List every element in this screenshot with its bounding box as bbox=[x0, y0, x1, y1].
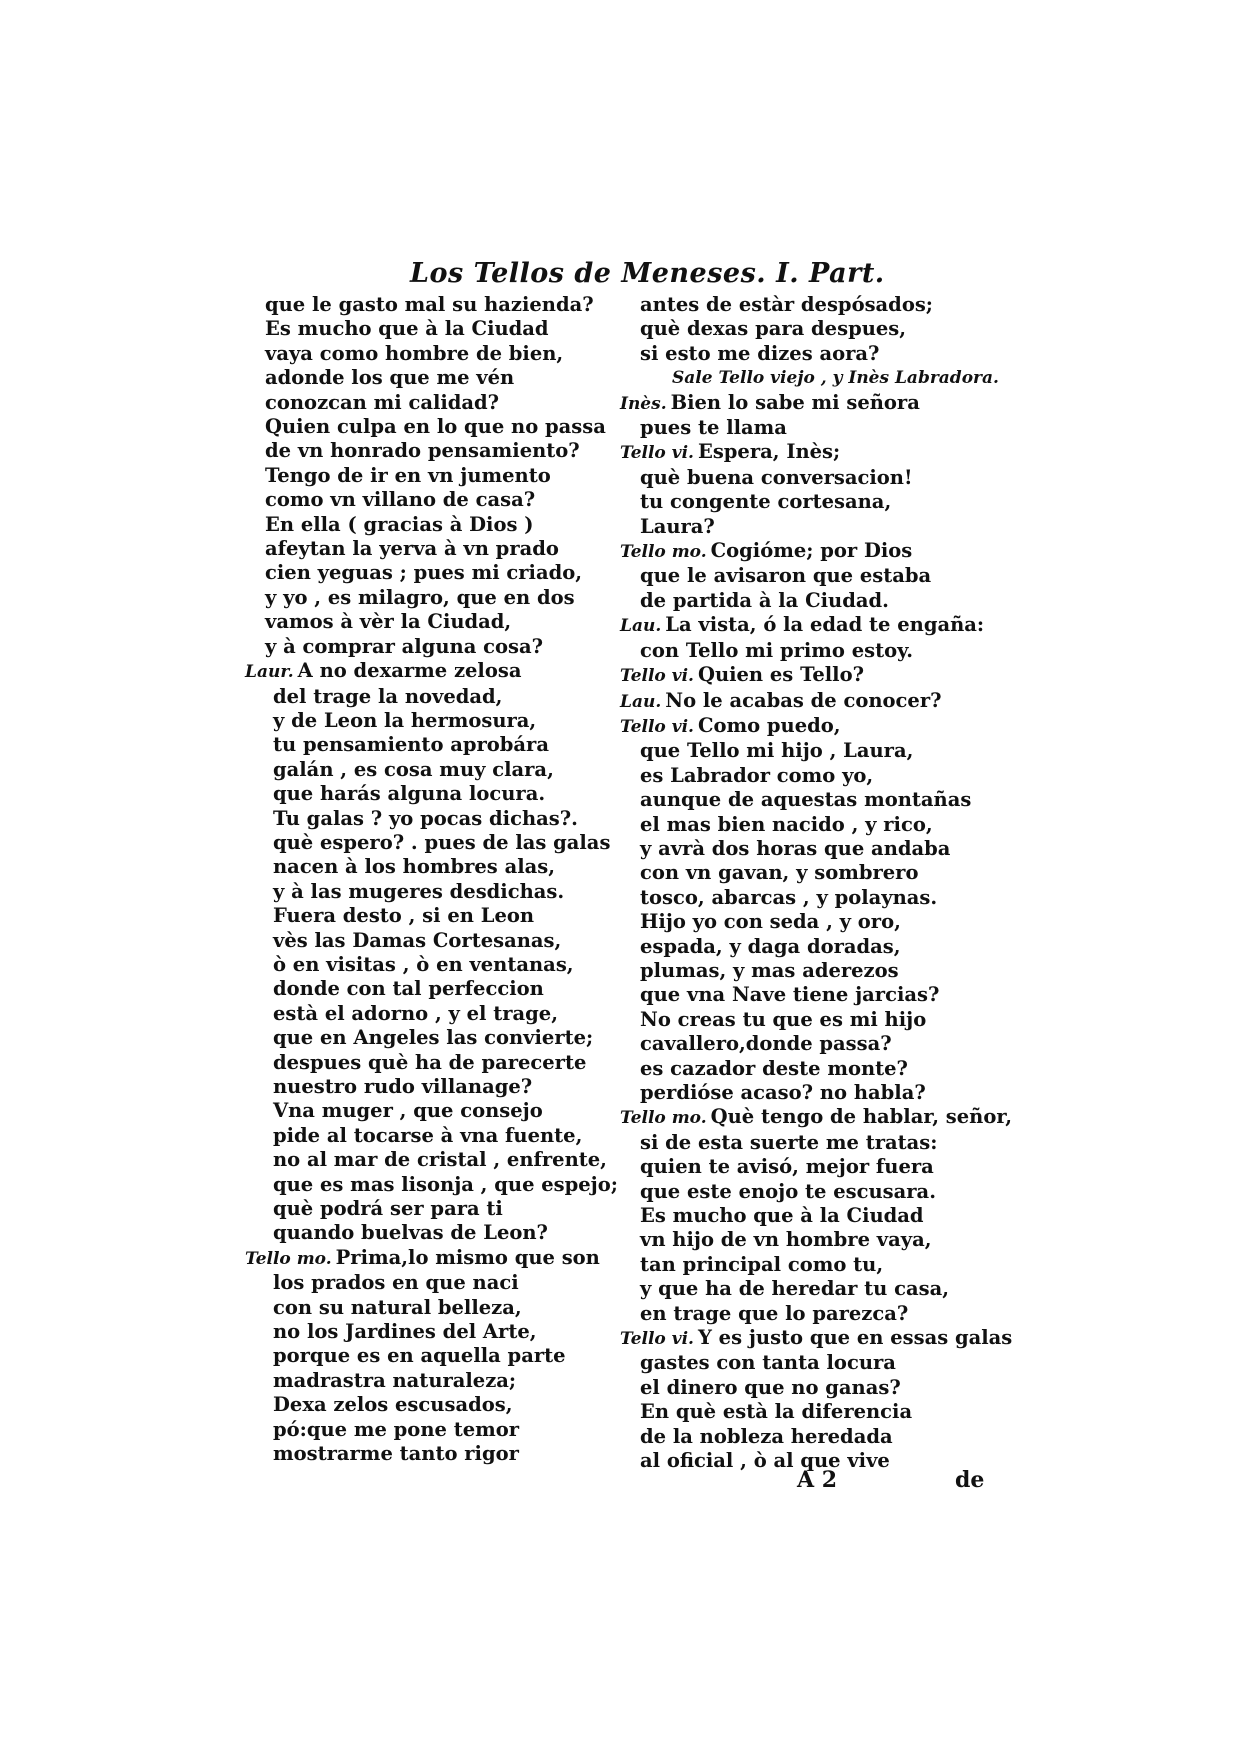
speaker-label: Tello vi. bbox=[620, 716, 694, 737]
verse-line bbox=[245, 293, 645, 317]
verse-line bbox=[620, 1253, 1020, 1277]
verse-line bbox=[245, 513, 645, 537]
verse-text: perdióse acaso? no habla? bbox=[640, 1081, 926, 1104]
verse-line bbox=[620, 813, 1020, 837]
verse-line bbox=[620, 1081, 1020, 1105]
verse-text: Hijo yo con seda , y oro, bbox=[640, 910, 901, 934]
verse-line bbox=[245, 1393, 645, 1417]
verse-text: Bien lo sabe mi señora bbox=[670, 390, 920, 414]
speaker-label: Tello mo. bbox=[620, 542, 707, 563]
verse-line bbox=[620, 564, 1020, 588]
verse-line bbox=[245, 1442, 645, 1466]
verse-line bbox=[245, 317, 645, 341]
verse-text: y de Leon la hermosura, bbox=[273, 708, 537, 732]
verse-text: Prima,lo mismo que son bbox=[335, 1245, 600, 1269]
catchword: de bbox=[955, 1467, 985, 1493]
verse-text: nuestro rudo villanage? bbox=[273, 1075, 533, 1098]
verse-line bbox=[620, 1204, 1020, 1228]
verse-text: Como puedo, bbox=[697, 713, 841, 737]
verse-line bbox=[245, 1051, 645, 1075]
verse-line bbox=[245, 758, 645, 782]
verse-line bbox=[620, 1105, 1020, 1130]
verse-line bbox=[620, 714, 1020, 739]
verse-line bbox=[245, 831, 645, 855]
verse-line bbox=[245, 929, 645, 953]
verse-line bbox=[245, 610, 645, 634]
verse-line bbox=[245, 880, 645, 904]
speaker-label: Tello vi. bbox=[620, 443, 694, 464]
verse-line bbox=[245, 537, 645, 561]
right-column bbox=[620, 293, 1020, 1474]
verse-text: con su natural belleza, bbox=[273, 1295, 522, 1319]
verse-text: que es mas lisonja , que espejo; bbox=[273, 1172, 618, 1196]
verse-text: y avrà dos horas que andaba bbox=[640, 836, 951, 860]
verse-line bbox=[620, 539, 1020, 564]
verse-text: madrastra naturaleza; bbox=[273, 1368, 517, 1392]
verse-line bbox=[245, 391, 645, 415]
verse-line bbox=[245, 807, 645, 831]
verse-line bbox=[620, 1008, 1020, 1032]
verse-line bbox=[620, 983, 1020, 1007]
verse-text: Laura? bbox=[640, 514, 715, 538]
verse-text: Vna muger , que consejo bbox=[273, 1099, 543, 1123]
verse-line bbox=[245, 1221, 645, 1245]
verse-text: A no dexarme zelosa bbox=[297, 659, 522, 683]
verse-text: Es mucho que à la Ciudad bbox=[640, 1204, 924, 1228]
verse-text: que en Angeles las convierte; bbox=[273, 1026, 594, 1050]
verse-line bbox=[245, 977, 645, 1001]
verse-text: gastes con tanta locura bbox=[640, 1351, 896, 1375]
speaker-label: Laur. bbox=[245, 662, 294, 683]
speaker-label: Inès. bbox=[620, 393, 667, 414]
verse-line bbox=[245, 685, 645, 709]
verse-line bbox=[245, 1344, 645, 1368]
verse-text: mostrarme tanto rigor bbox=[273, 1442, 519, 1466]
verse-text: despues què ha de parecerte bbox=[273, 1050, 587, 1074]
verse-line bbox=[245, 586, 645, 610]
verse-line bbox=[245, 1099, 645, 1123]
verse-text: quien te avisó, mejor fuera bbox=[640, 1155, 934, 1179]
verse-text: de la nobleza heredada bbox=[640, 1424, 893, 1448]
verse-text: Y es justo que en essas galas bbox=[697, 1326, 1013, 1350]
verse-text: y à comprar alguna cosa? bbox=[265, 634, 544, 658]
verse-text: el dinero que no ganas? bbox=[640, 1375, 901, 1399]
verse-line bbox=[245, 366, 645, 390]
left-column bbox=[245, 293, 645, 1467]
verse-text: conozcan mi calidad? bbox=[265, 390, 500, 414]
verse-line bbox=[620, 861, 1020, 885]
verse-line bbox=[245, 709, 645, 733]
verse-line bbox=[620, 788, 1020, 812]
speaker-label: Lau. bbox=[620, 691, 662, 712]
verse-text: y à las mugeres desdichas. bbox=[273, 879, 565, 903]
verse-text: pide al tocarse à vna fuente, bbox=[273, 1123, 583, 1147]
verse-text: Tu galas ? yo pocas dichas?. bbox=[273, 806, 578, 830]
verse-text: que le avisaron que estaba bbox=[640, 564, 932, 588]
verse-text: No le acabas de conocer? bbox=[665, 688, 942, 712]
verse-line bbox=[620, 663, 1020, 688]
verse-text: En què està la diferencia bbox=[640, 1400, 913, 1424]
verse-text: de vn honrado pensamiento? bbox=[265, 439, 580, 463]
verse-line bbox=[620, 1032, 1020, 1056]
verse-line bbox=[620, 416, 1020, 440]
verse-text: de partida à la Ciudad. bbox=[640, 588, 889, 612]
verse-line bbox=[620, 1326, 1020, 1351]
verse-text: adonde los que me vén bbox=[265, 366, 515, 390]
verse-text: plumas, y mas aderezos bbox=[640, 958, 899, 982]
verse-line bbox=[245, 1369, 645, 1393]
verse-line bbox=[620, 1155, 1020, 1179]
verse-line bbox=[620, 1228, 1020, 1252]
verse-text: que este enojo te escusara. bbox=[640, 1179, 936, 1203]
verse-text: los prados en que naci bbox=[273, 1271, 519, 1295]
verse-text: si esto me dizes aora? bbox=[640, 341, 880, 365]
verse-line bbox=[620, 837, 1020, 861]
verse-text: En ella ( gracias à Dios ) bbox=[265, 512, 534, 536]
verse-text: què espero? . pues de las galas bbox=[273, 830, 611, 854]
verse-text: vn hijo de vn hombre vaya, bbox=[640, 1228, 932, 1252]
verse-line bbox=[620, 515, 1020, 539]
verse-text: aunque de aquestas montañas bbox=[640, 788, 972, 812]
verse-line bbox=[620, 342, 1020, 366]
verse-text: Dexa zelos escusados, bbox=[273, 1393, 513, 1417]
verse-line bbox=[245, 1271, 645, 1295]
verse-line bbox=[620, 613, 1020, 638]
verse-text: Quien culpa en lo que no passa bbox=[265, 415, 606, 439]
verse-line bbox=[245, 782, 645, 806]
verse-line bbox=[620, 490, 1020, 514]
speaker-label: Tello mo. bbox=[245, 1248, 332, 1269]
verse-line bbox=[620, 293, 1020, 317]
verse-line bbox=[620, 317, 1020, 341]
speaker-label: Tello vi. bbox=[620, 1329, 694, 1350]
verse-text: La vista, ó la edad te engaña: bbox=[665, 613, 985, 637]
verse-text: cien yeguas ; pues mi criado, bbox=[265, 561, 583, 585]
verse-text: que le gasto mal su hazienda? bbox=[265, 293, 594, 316]
verse-line bbox=[620, 959, 1020, 983]
verse-text: porque es en aquella parte bbox=[273, 1344, 566, 1368]
verse-line bbox=[620, 689, 1020, 714]
verse-text: tu pensamiento aprobára bbox=[273, 733, 549, 757]
verse-line bbox=[620, 589, 1020, 613]
verse-line bbox=[245, 1197, 645, 1221]
verse-text: Tengo de ir en vn jumento bbox=[265, 463, 551, 487]
verse-text: Espera, Inès; bbox=[697, 440, 841, 464]
verse-text: espada, y daga doradas, bbox=[640, 934, 901, 958]
verse-text: que Tello mi hijo , Laura, bbox=[640, 739, 914, 763]
verse-line bbox=[245, 1320, 645, 1344]
verse-text: què buena conversacion! bbox=[640, 465, 913, 489]
verse-line bbox=[245, 904, 645, 928]
verse-text: con vn gavan, y sombrero bbox=[640, 861, 919, 885]
speaker-label: Tello vi. bbox=[620, 666, 694, 687]
verse-line bbox=[245, 855, 645, 879]
verse-line bbox=[620, 764, 1020, 788]
verse-line bbox=[245, 464, 645, 488]
verse-line bbox=[620, 910, 1020, 934]
verse-text: ò en visitas , ò en ventanas, bbox=[273, 952, 574, 976]
verse-text: Què tengo de hablar, señor, bbox=[710, 1105, 1012, 1129]
verse-line bbox=[620, 1302, 1020, 1326]
verse-line bbox=[620, 440, 1020, 465]
verse-line bbox=[245, 1173, 645, 1197]
verse-line bbox=[245, 1148, 645, 1172]
verse-text: al oficial , ò al que vive bbox=[640, 1449, 890, 1473]
stage-direction: Sale Tello viejo , y Inès Labradora. bbox=[672, 368, 999, 389]
verse-text: galán , es cosa muy clara, bbox=[273, 757, 554, 781]
verse-text: Es mucho que à la Ciudad bbox=[265, 317, 549, 341]
verse-line bbox=[620, 1400, 1020, 1424]
verse-line bbox=[620, 466, 1020, 490]
verse-line bbox=[245, 439, 645, 463]
verse-line bbox=[620, 1277, 1020, 1301]
verse-text: pues te llama bbox=[640, 416, 787, 440]
signature-mark: A 2 bbox=[797, 1467, 838, 1493]
verse-line bbox=[245, 659, 645, 684]
verse-line bbox=[245, 1246, 645, 1271]
verse-line bbox=[620, 391, 1020, 416]
verse-text: què dexas para despues, bbox=[640, 317, 907, 341]
verse-text: tosco, abarcas , y polaynas. bbox=[640, 885, 938, 909]
verse-text: con Tello mi primo estoy. bbox=[640, 638, 913, 662]
verse-line bbox=[245, 1296, 645, 1320]
verse-line bbox=[620, 886, 1020, 910]
speaker-label: Lau. bbox=[620, 616, 662, 637]
verse-text: y que ha de heredar tu casa, bbox=[640, 1277, 950, 1301]
verse-text: antes de estàr despósados; bbox=[640, 293, 934, 316]
verse-text: Cogióme; por Dios bbox=[710, 539, 913, 563]
verse-line bbox=[245, 953, 645, 977]
verse-text: donde con tal perfeccion bbox=[273, 977, 544, 1001]
verse-line bbox=[245, 342, 645, 366]
verse-line bbox=[245, 733, 645, 757]
verse-text: Fuera desto , si en Leon bbox=[273, 904, 535, 928]
verse-text: què podrá ser para ti bbox=[273, 1197, 503, 1221]
verse-text: es Labrador como yo, bbox=[640, 763, 874, 787]
verse-line bbox=[620, 1351, 1020, 1375]
verse-text: Quien es Tello? bbox=[697, 663, 864, 687]
speaker-label: Tello mo. bbox=[620, 1108, 707, 1129]
verse-text: si de esta suerte me tratas: bbox=[640, 1130, 938, 1154]
verse-line bbox=[620, 1131, 1020, 1155]
verse-line bbox=[245, 1124, 645, 1148]
verse-text: el mas bien nacido , y rico, bbox=[640, 812, 933, 836]
verse-line bbox=[620, 1425, 1020, 1449]
verse-text: no los Jardines del Arte, bbox=[273, 1320, 537, 1344]
verse-text: en trage que lo parezca? bbox=[640, 1301, 909, 1325]
verse-line bbox=[620, 1180, 1020, 1204]
verse-text: que vna Nave tiene jarcias? bbox=[640, 983, 940, 1007]
verse-text: del trage la novedad, bbox=[273, 684, 503, 708]
verse-line bbox=[620, 639, 1020, 663]
verse-line bbox=[245, 488, 645, 512]
verse-line bbox=[620, 1376, 1020, 1400]
verse-text: vaya como hombre de bien, bbox=[265, 341, 564, 365]
verse-text: cavallero,donde passa? bbox=[640, 1032, 892, 1056]
verse-text: que harás alguna locura. bbox=[273, 782, 546, 806]
verse-text: tan principal como tu, bbox=[640, 1252, 884, 1276]
running-header: Los Tellos de Meneses. I. Part. bbox=[410, 258, 885, 289]
verse-line bbox=[245, 635, 645, 659]
verse-line bbox=[245, 1002, 645, 1026]
verse-line bbox=[620, 935, 1020, 959]
verse-text: es cazador deste monte? bbox=[640, 1056, 908, 1080]
verse-line bbox=[245, 1075, 645, 1099]
verse-line bbox=[245, 561, 645, 585]
verse-text: nacen à los hombres alas, bbox=[273, 855, 556, 879]
verse-text: pó:que me pone temor bbox=[273, 1417, 520, 1441]
verse-text: tu congente cortesana, bbox=[640, 490, 892, 514]
verse-text: vamos à vèr la Ciudad, bbox=[265, 610, 512, 634]
verse-text: està el adorno , y el trage, bbox=[273, 1001, 558, 1025]
verse-line bbox=[245, 1026, 645, 1050]
verse-text: y yo , es milagro, que en dos bbox=[265, 585, 575, 609]
verse-text: quando buelvas de Leon? bbox=[273, 1221, 548, 1245]
verse-text: vès las Damas Cortesanas, bbox=[273, 928, 562, 952]
verse-text: como vn villano de casa? bbox=[265, 488, 536, 512]
verse-line bbox=[245, 415, 645, 439]
verse-line bbox=[620, 1057, 1020, 1081]
verse-line bbox=[245, 1418, 645, 1442]
verse-text: afeytan la yerva à vn prado bbox=[265, 537, 559, 561]
verse-line bbox=[620, 739, 1020, 763]
verse-text: no al mar de cristal , enfrente, bbox=[273, 1148, 607, 1172]
verse-text: No creas tu que es mi hijo bbox=[640, 1007, 927, 1031]
